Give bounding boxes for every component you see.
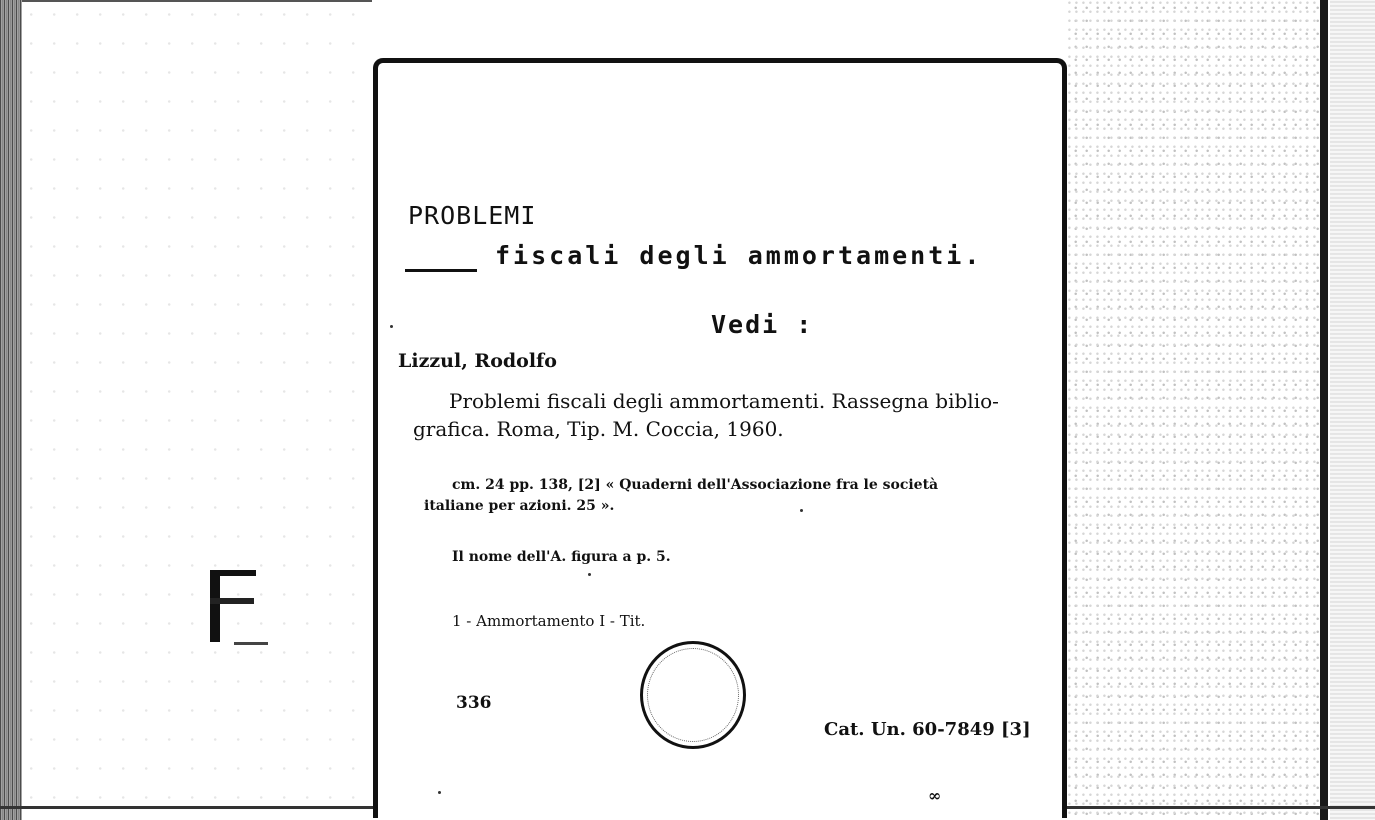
- mark-stroke: [210, 598, 254, 604]
- film-frame-mark: [210, 570, 270, 650]
- scan-right-edge: [1330, 0, 1375, 820]
- title-line-2: grafica. Roma, Tip. M. Coccia, 1960.: [413, 417, 784, 441]
- scan-noise-left: [22, 0, 372, 820]
- library-stamp: [640, 641, 746, 749]
- scan-left-edge: [0, 0, 22, 820]
- subject-subheading: fiscali degli ammortamenti.: [495, 241, 983, 270]
- see-reference: Vedi :: [711, 310, 814, 339]
- collation-line-1: cm. 24 pp. 138, [2] « Quaderni dell'Associazione fra le società: [452, 477, 939, 493]
- mark-stroke: [210, 570, 256, 576]
- title-line-1: Problemi fiscali degli ammortamenti. Rassegna biblio-: [449, 389, 999, 413]
- tracings: 1 - Ammortamento I - Tit.: [452, 612, 646, 630]
- scan-right-strip: [1320, 0, 1328, 820]
- scan-speck: [800, 509, 803, 512]
- scan-top-border: [22, 0, 372, 2]
- scan-speck: [588, 573, 591, 576]
- author-note: Il nome dell'A. figura a p. 5.: [452, 549, 671, 565]
- catalog-card: [373, 58, 1067, 818]
- scan-noise-right: [1068, 0, 1320, 820]
- subject-heading: PROBLEMI: [408, 201, 537, 230]
- mark-stroke: [234, 642, 268, 645]
- call-number: 336: [456, 693, 492, 713]
- mark-stroke: [210, 570, 220, 642]
- footer-mark: ∞: [928, 786, 942, 805]
- scan-speck: [390, 325, 393, 328]
- heading-dash: [405, 269, 477, 272]
- author-entry: Lizzul, Rodolfo: [398, 350, 557, 372]
- scan-speck: [438, 791, 441, 794]
- collation-line-2: italiane per azioni. 25 ».: [424, 498, 615, 514]
- catalog-number: Cat. Un. 60-7849 [3]: [824, 719, 1031, 740]
